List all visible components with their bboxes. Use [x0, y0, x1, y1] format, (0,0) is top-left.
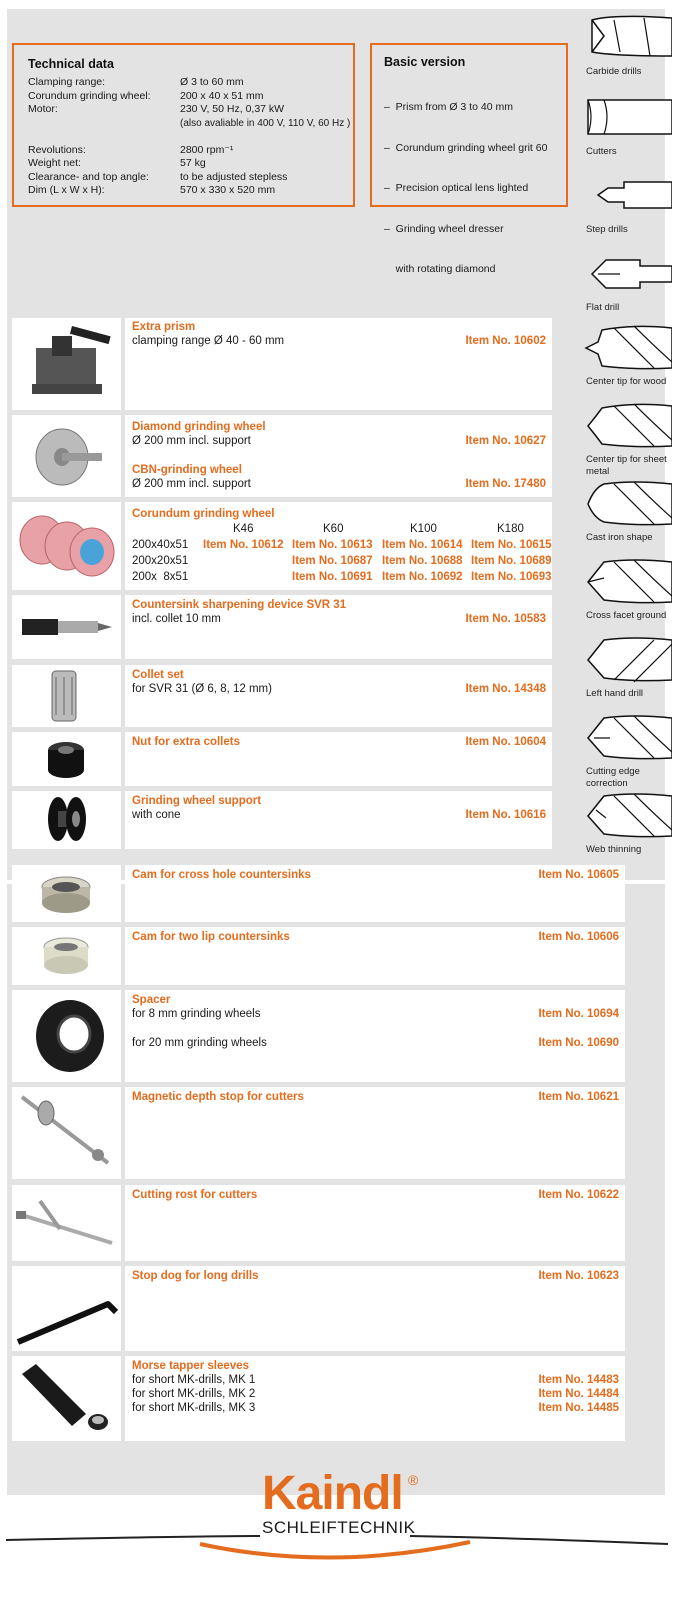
- support-image-icon: [12, 791, 121, 849]
- product-name: CBN-grinding wheel: [132, 464, 242, 476]
- drill-type-label: Step drills: [586, 224, 628, 235]
- left-hand-drill-icon: [584, 634, 672, 684]
- drill-type-label: Carbide drills: [586, 66, 642, 77]
- magnetic-photo: [12, 1087, 121, 1179]
- tech-value: 200 x 40 x 51 mm: [180, 89, 264, 102]
- drill-type-label: Cross facet ground: [586, 610, 667, 621]
- morse-image-icon: [12, 1356, 121, 1441]
- cam-two-image-icon: [12, 927, 121, 985]
- product-name: Collet set: [132, 669, 184, 681]
- extra-prism-card: [125, 318, 552, 410]
- product-desc: for short MK-drills, MK 2: [132, 1388, 256, 1400]
- cam-two-photo: [12, 927, 121, 985]
- product-desc: for short MK-drills, MK 3: [132, 1402, 256, 1414]
- wheel-image-icon: [12, 415, 121, 497]
- drill-type-carbide: [584, 12, 672, 90]
- item-number: Item No. 10616: [465, 809, 546, 821]
- item-number: Item No. 10623: [538, 1270, 619, 1282]
- item-number: Item No. 10583: [465, 613, 546, 625]
- item-number: Item No. 10693: [471, 571, 552, 583]
- nut-card: [125, 732, 552, 786]
- item-number: Item No. 10689: [471, 555, 552, 567]
- drill-type-label: Left hand drill: [586, 688, 644, 699]
- basic-version-item: – Prism from Ø 3 to 40 mm: [384, 101, 513, 113]
- item-number: Item No. 10602: [465, 335, 546, 347]
- grit-header: K180: [497, 523, 524, 535]
- tech-label: Revolutions:: [28, 143, 86, 156]
- cutter-icon: [584, 92, 672, 142]
- support-card: [125, 791, 552, 849]
- drill-type-cutters: [584, 92, 672, 170]
- cam-cross-photo: [12, 865, 121, 922]
- collet-image-icon: [12, 665, 121, 727]
- item-number: Item No. 10690: [538, 1037, 619, 1049]
- product-name: Spacer: [132, 994, 171, 1006]
- product-name: Countersink sharpening device SVR 31: [132, 599, 347, 611]
- extra-prism-photo: [12, 318, 121, 410]
- swoosh-graphic: [0, 1522, 674, 1566]
- wheel-size: 200x 8x51: [132, 571, 189, 583]
- tech-value: (also avaliable in 400 V, 110 V, 60 Hz ): [180, 117, 351, 129]
- spacer-photo: [12, 990, 121, 1082]
- morse-photo: [12, 1356, 121, 1441]
- item-number: Item No. 10613: [292, 539, 373, 551]
- grit-header: K60: [323, 523, 344, 535]
- magnetic-card: [125, 1087, 625, 1179]
- product-name: Cam for cross hole countersinks: [132, 869, 311, 881]
- product-desc: for 8 mm grinding wheels: [132, 1008, 261, 1020]
- product-name: Extra prism: [132, 321, 196, 333]
- item-number: Item No. 10614: [382, 539, 463, 551]
- rost-card: [125, 1185, 625, 1261]
- drill-type-label: Center tip for sheet metal: [586, 454, 667, 477]
- collet-photo: [12, 665, 121, 727]
- product-desc: with cone: [132, 809, 181, 821]
- product-name: Diamond grinding wheel: [132, 421, 266, 433]
- step-drill-icon: [584, 170, 672, 220]
- product-desc: for 20 mm grinding wheels: [132, 1037, 267, 1049]
- basic-version-item: – Precision optical lens lighted: [384, 182, 529, 194]
- svr31-card: [125, 595, 552, 659]
- tech-value: 570 x 330 x 520 mm: [180, 184, 276, 196]
- basic-version-item: – Grinding wheel dresser: [384, 222, 504, 235]
- nut-photo: [12, 732, 121, 786]
- basic-version-title: Basic version: [384, 55, 466, 69]
- product-desc: clamping range Ø 40 - 60 mm: [132, 335, 285, 347]
- product-name: Nut for extra collets: [132, 736, 240, 748]
- product-name: Grinding wheel support: [132, 795, 262, 807]
- tech-label: Dim (L x W x H):: [28, 184, 105, 196]
- cast-iron-icon: [584, 478, 672, 528]
- brand-subtitle: SCHLEIFTECHNIK: [262, 1518, 416, 1537]
- tech-label: Motor:: [28, 103, 58, 115]
- item-number: Item No. 10692: [382, 571, 463, 583]
- corundum-card: [125, 502, 552, 590]
- tech-label: Weight net:: [28, 157, 81, 169]
- item-number: Item No. 10691: [292, 571, 373, 583]
- drill-type-label: Flat drill: [586, 302, 620, 313]
- drill-type-web-thinning: [584, 790, 672, 868]
- grit-header: K46: [233, 523, 254, 535]
- tech-label: Clamping range:: [28, 76, 106, 88]
- stopdog-photo: [12, 1266, 121, 1351]
- cam-two-card: [125, 927, 625, 985]
- wheel-size: 200x40x51: [132, 539, 189, 551]
- drill-type-left-hand: [584, 634, 672, 712]
- product-desc: Ø 200 mm incl. support: [132, 478, 251, 490]
- tech-value: Ø 3 to 60 mm: [180, 76, 244, 88]
- item-number: Item No. 10621: [538, 1091, 619, 1103]
- collet-card: [125, 665, 552, 727]
- brand-reg-mark: ®: [408, 1472, 419, 1488]
- item-number: Item No. 10604: [465, 736, 546, 748]
- item-number: Item No. 14484: [538, 1388, 619, 1400]
- item-number: Item No. 10627: [465, 435, 546, 447]
- nut-image-icon: [12, 732, 121, 786]
- diamond-cbn-card: [125, 415, 552, 497]
- basic-version-item: – Corundum grinding wheel grit 60: [384, 141, 548, 154]
- spacer-card: [125, 990, 625, 1082]
- footer-logo: [0, 1460, 674, 1618]
- diamond-wheel-photo: [12, 415, 121, 497]
- product-name: Corundum grinding wheel: [132, 508, 275, 520]
- center-tip-wood-icon: [584, 322, 672, 372]
- product-name: Cam for two lip countersinks: [132, 931, 290, 943]
- rost-image-icon: [12, 1185, 121, 1261]
- flat-drill-icon: [584, 248, 672, 298]
- cam-cross-image-icon: [12, 865, 121, 922]
- item-number: Item No. 10605: [538, 869, 619, 881]
- morse-card: [125, 1356, 625, 1441]
- item-number: Item No. 10694: [538, 1008, 619, 1020]
- product-name: Stop dog for long drills: [132, 1270, 259, 1282]
- item-number: Item No. 14485: [538, 1402, 619, 1414]
- svr31-photo: [12, 595, 121, 659]
- cam-cross-card: [125, 865, 625, 922]
- drill-type-cast-iron: [584, 478, 672, 556]
- product-name: Magnetic depth stop for cutters: [132, 1091, 304, 1103]
- tech-value: 230 V, 50 Hz, 0,37 kW: [180, 103, 285, 115]
- grit-header: K100: [410, 523, 437, 535]
- item-number: Item No. 10612: [203, 539, 284, 551]
- tech-label: Corundum grinding wheel:: [28, 89, 151, 102]
- technical-data-title: Technical data: [28, 57, 114, 71]
- tech-value: 2800 rpm⁻¹: [180, 143, 234, 156]
- support-photo: [12, 791, 121, 849]
- cross-facet-icon: [584, 556, 672, 606]
- product-name: Morse tapper sleeves: [132, 1360, 249, 1372]
- item-number: Item No. 14483: [538, 1374, 619, 1386]
- item-number: Item No. 17480: [465, 478, 546, 490]
- tech-value: 57 kg: [180, 157, 206, 169]
- spacer-image-icon: [12, 990, 121, 1082]
- item-number: Item No. 10688: [382, 555, 463, 567]
- product-desc: for SVR 31 (Ø 6, 8, 12 mm): [132, 683, 272, 695]
- tech-label: Clearance- and top angle:: [28, 170, 149, 183]
- svr31-image-icon: [12, 595, 121, 659]
- web-thinning-icon: [584, 790, 672, 840]
- brand-name: Kaindl: [262, 1467, 403, 1520]
- item-number: Item No. 10615: [471, 539, 552, 551]
- product-desc: Ø 200 mm incl. support: [132, 435, 251, 447]
- corundum-wheel-photo: [12, 502, 121, 590]
- drill-type-cutting-edge: [584, 712, 672, 790]
- product-name: Cutting rost for cutters: [132, 1189, 258, 1201]
- drill-type-label: Cutting edge correction: [586, 766, 640, 789]
- drill-type-center-sheet: [584, 400, 672, 478]
- rost-photo: [12, 1185, 121, 1261]
- drill-type-cross-facet: [584, 556, 672, 634]
- item-number: Item No. 10622: [538, 1189, 619, 1201]
- drill-type-label: Cast iron shape: [586, 532, 653, 543]
- drill-type-label: Cutters: [586, 146, 617, 157]
- item-number: Item No. 14348: [465, 683, 546, 695]
- drill-type-flat: [584, 248, 672, 326]
- cutting-edge-icon: [584, 712, 672, 762]
- product-desc: incl. collet 10 mm: [132, 613, 221, 625]
- item-number: Item No. 10687: [292, 555, 373, 567]
- drill-type-step: [584, 170, 672, 248]
- carbide-drill-icon: [584, 12, 672, 62]
- basic-version-item: with rotating diamond: [384, 263, 496, 275]
- item-number: Item No. 10606: [538, 931, 619, 943]
- tech-value: to be adjusted stepless: [180, 170, 288, 183]
- corundum-image-icon: [12, 502, 121, 590]
- magnetic-image-icon: [12, 1087, 121, 1179]
- drill-type-label: Web thinning: [586, 844, 642, 855]
- prism-image-icon: [12, 318, 121, 410]
- product-desc: for short MK-drills, MK 1: [132, 1374, 256, 1386]
- drill-type-center-wood: [584, 322, 672, 400]
- drill-type-label: Center tip for wood: [586, 376, 667, 387]
- center-tip-sheet-icon: [584, 400, 672, 450]
- stopdog-card: [125, 1266, 625, 1351]
- stopdog-image-icon: [12, 1266, 121, 1351]
- wheel-size: 200x20x51: [132, 555, 189, 567]
